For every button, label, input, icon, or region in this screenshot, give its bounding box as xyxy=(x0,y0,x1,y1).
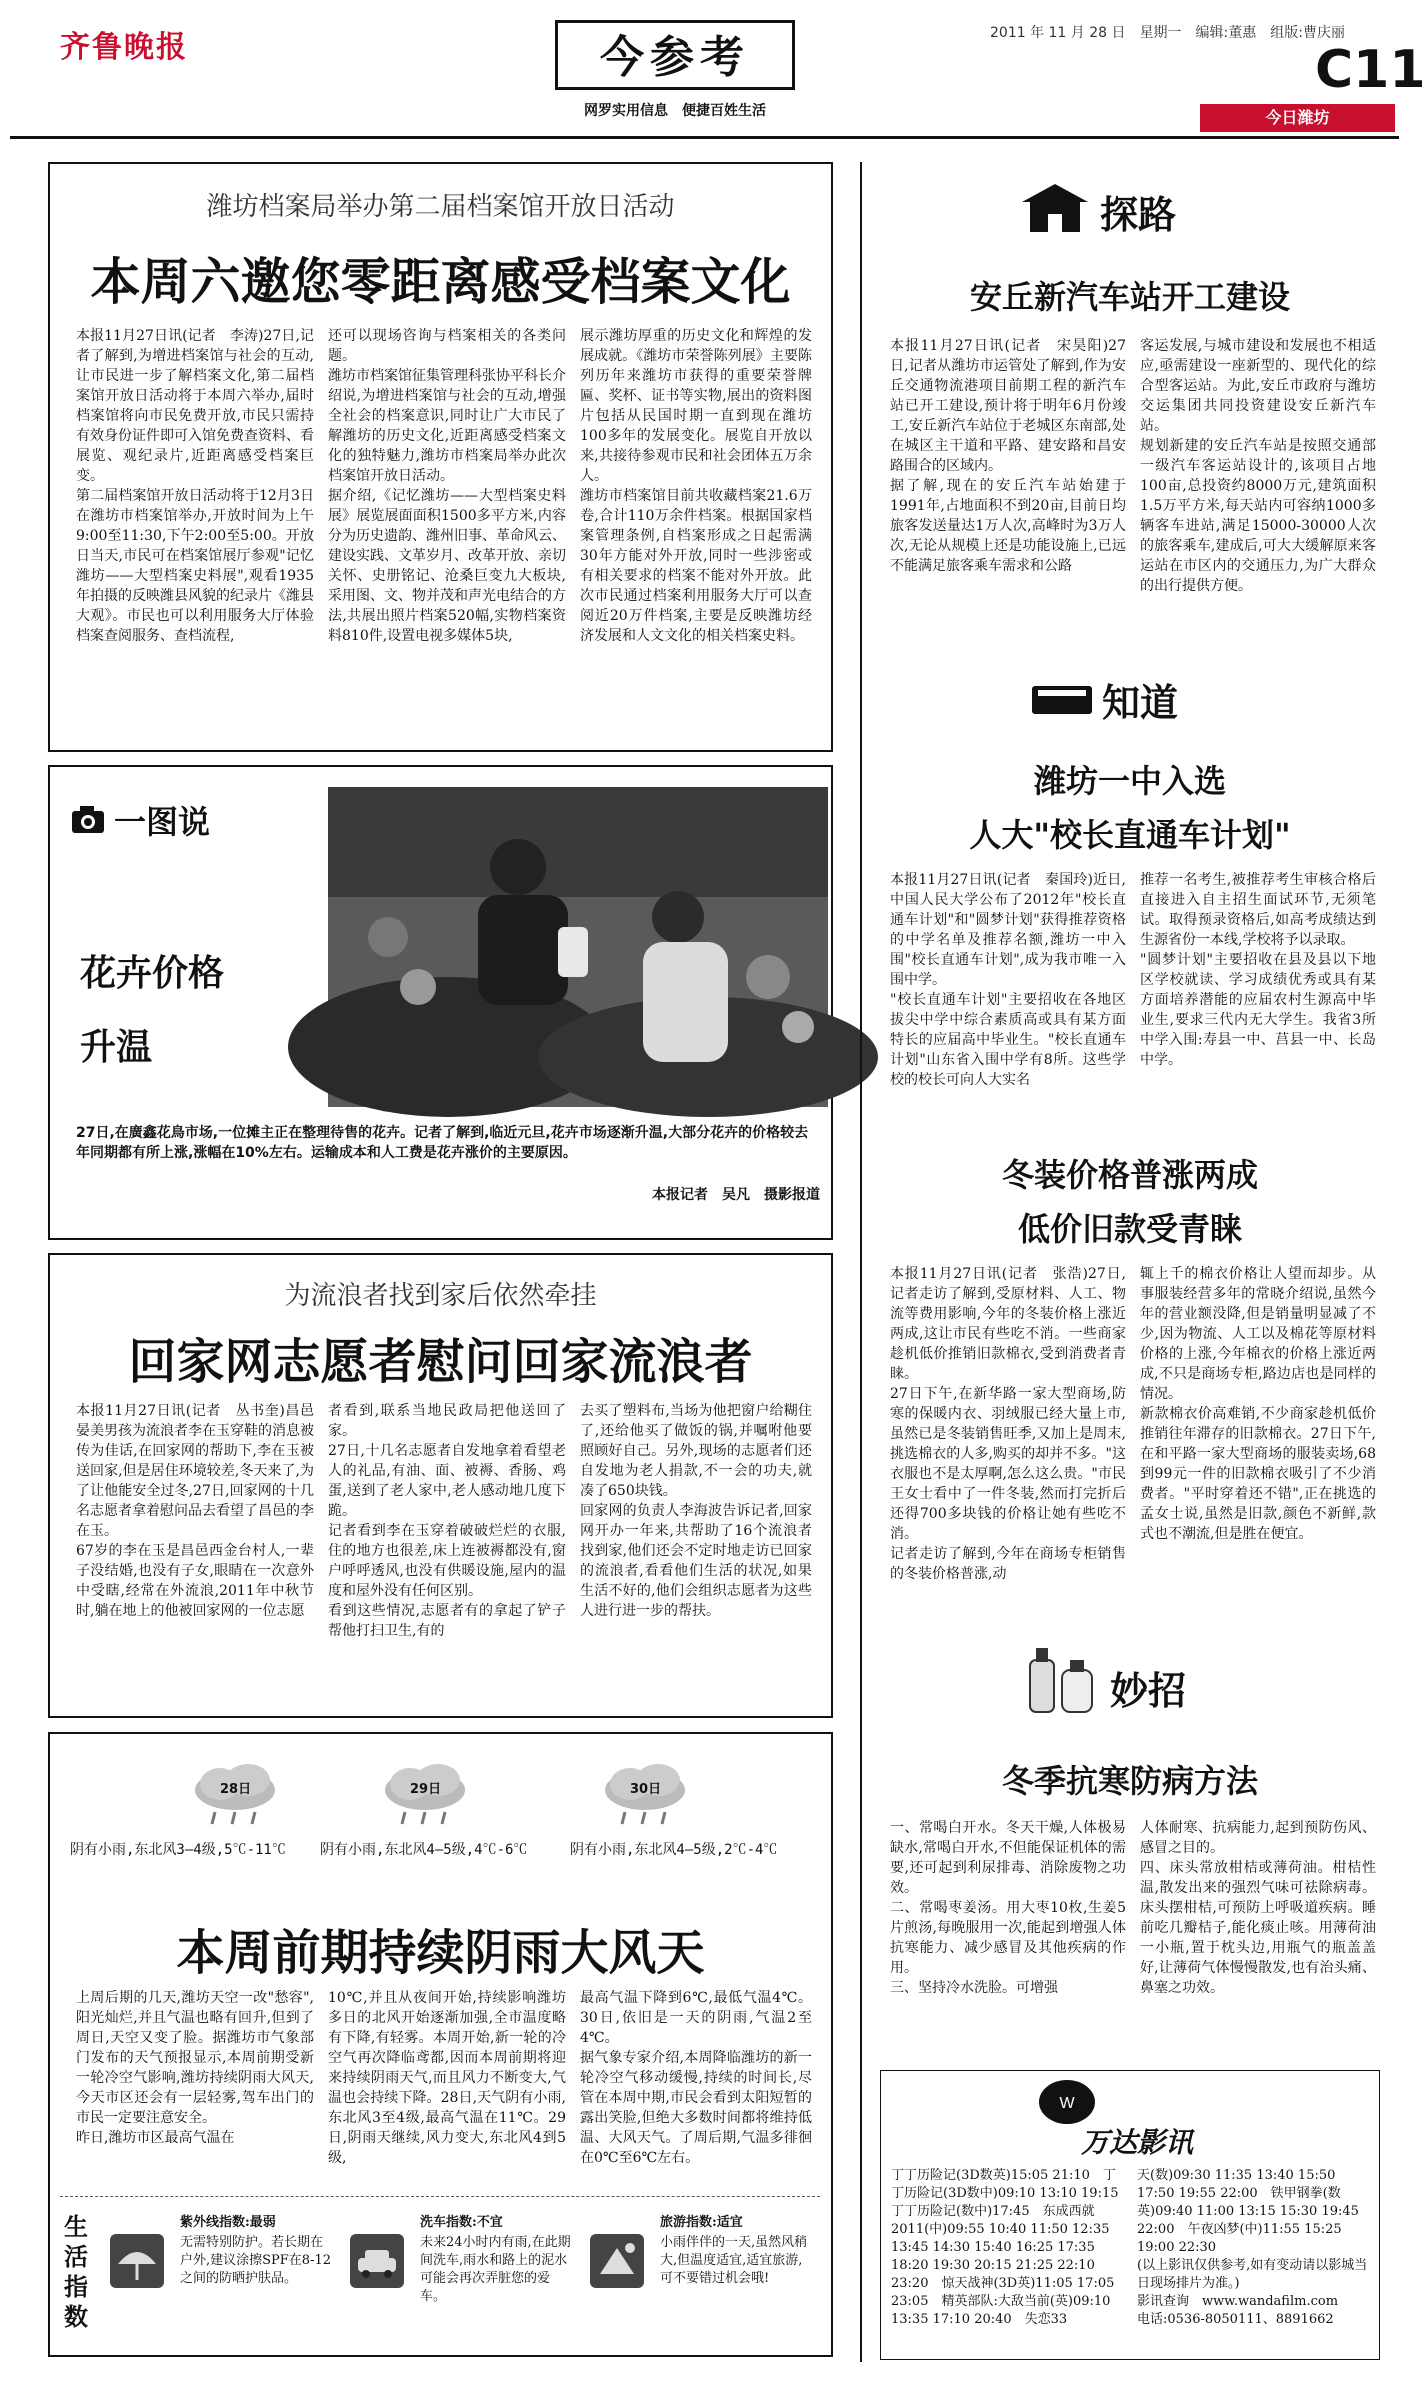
life-index-text: 未来24小时内有雨,在此期间洗车,雨水和路上的泥水可能会再次弄脏您的爱车。 xyxy=(420,2235,571,2304)
volunteer-headline: 回家网志愿者慰问回家流浪者 xyxy=(128,1334,753,1390)
life-index-carwash xyxy=(350,2214,580,2344)
winter-clothes-headline-2: 低价旧款受青睐 xyxy=(1017,1210,1242,1248)
column-divider xyxy=(860,162,862,2362)
cinema-logo-text: 万达影讯 xyxy=(1081,2126,1194,2159)
archive-headline: 本周六邀您零距离感受档案文化 xyxy=(90,252,791,311)
life-index-text: 无需特别防护。若长期在户外,建议涂擦SPF在8-12之间的防晒护肤品。 xyxy=(180,2235,332,2286)
cinema-column-2: 天(数)09:30 11:35 13:40 15:50 17:50 19:55 22:00 铁甲钢拳(数英)09:40 11:00 13:15 15:30 19:45 22:00 午夜凶梦(中)11:55 15:25 19:00 22:30 (以上影讯仅供参考,如有变动请以影城当日现场排片为准。) 影讯查询 www.wandafilm.com 电话:0536-8050111、8891662 xyxy=(1137,2168,1368,2327)
rain-cloud-icon xyxy=(600,1762,690,1832)
zhidao-headline-1: 潍坊一中入选 xyxy=(1033,762,1226,800)
life-index-text: 小雨伴伴的一天,虽然风稍大,但温度适宜,适宜旅游,可不要错过机会哦! xyxy=(660,2235,808,2286)
photo-feature xyxy=(48,765,833,1240)
life-index-label: 生活指数 xyxy=(64,2213,88,2331)
archive-article xyxy=(48,162,833,752)
volunteer-subhead: 为流浪者找到家后依然牵挂 xyxy=(284,1281,597,1311)
zhidao-label: 知道 xyxy=(1102,681,1179,725)
volunteer-column-3: 去买了塑料布,当场为他把窗户给糊住了,还给他买了做饭的锅,并嘱咐他要照顾好自己。另外,现场的志愿者们还自发地为老人捐款,不一会的功夫,就凑了650块钱。 回家网的负责人李海波告诉记者,回家网开办一年来,共帮助了16个流浪者找到家,他们还会不定时地走访已回家的流浪者,看看他们生活的状况,如果生活不好的,他们会组织志愿者为这些人进行进一步的帮扶。 xyxy=(580,1403,812,1619)
archive-column-1: 本报11月27日讯(记者 李涛)27日,记者了解到,为增进档案馆与社会的互动,让市民进一步了解档案文化,第二届档案馆开放日活动将于本周六举办,届时档案馆将向市民免费开放,市民只需持有效身份证件即可入馆免费查资料、看展览、观纪录片,近距离感受档案巨变。 第二届档案馆开放日活动将于12月3日在潍坊市档案馆举办,开放时间为上午9:00至11:30,下午2:00至5:00。开放日当天,市民可在档案馆展厅参观"记忆潍坊——大型档案史料展",观看1935年拍摄的反映潍县风貌的纪录片《潍县大观》。市民也可以利用服务大厅体验档案查阅服务、查档流程, xyxy=(76,328,314,644)
car-icon xyxy=(350,2234,404,2288)
newspaper-logo: 齐鲁晚报 xyxy=(60,30,188,65)
photo-tag xyxy=(70,797,230,841)
miaozhao-tag xyxy=(1020,1640,1240,1720)
umbrella-icon xyxy=(110,2234,164,2288)
weather-day-label: 28日 xyxy=(220,1782,252,1797)
tanlu-column-2: 客运发展,与城市建设和发展也不相适应,亟需建设一座新型的、现代化的综合型客运站。为此,安丘市政府与潍坊交运集团共同投资建设安丘新汽车站。 规划新建的安丘汽车站是按照交通部一级汽车客运站设计的,该项目占地100亩,总投资约8000万元,建筑面积1.5万平方米,每天站内可容纳1000多辆客车进站,满足15000-30000人次的旅客乘车,建成后,可大大缓解原来客运站在市区内的交通压力,为广大群众的出行提供方便。 xyxy=(1140,338,1376,594)
winter-clothes-headline-1: 冬装价格普涨两成 xyxy=(1001,1156,1258,1194)
winter-clothes-column-1: 本报11月27日讯(记者 张浩)27日,记者走访了解到,受原材料、人工、物流等费用影响,今年的冬装价格上涨近两成,这让市民有些吃不消。一些商家趁机低价推销旧款棉衣,受到消费者青睐。 27日下午,在新华路一家大型商场,防寒的保暖内衣、羽绒服已经大量上市,虽然已是冬装销售旺季,又加上是周末,挑选棉衣的人多,购买的却并不多。"这衣服也不是太厚啊,怎么这么贵。"市民王女士看中了一件冬装,然而打完折后还得700多块钱的价格让她有些吃不消。 记者走访了解到,今年在商场专柜销售的冬装价格普涨,动 xyxy=(890,1266,1126,1582)
weather-article xyxy=(48,1732,833,2357)
weather-column-3: 最高气温下降到6℃,最低气温4℃。30日,依旧是一天的阴雨,气温2至4℃。 据气象专家介绍,本周降临潍坊的新一轮冷空气移动缓慢,持续的时间长,尽管在本周中期,市民会看到太阳短暂的露出笑脸,但绝大多数时间都将维持低温、大风天气。了周后期,气温多徘徊在0℃至6℃左右。 xyxy=(580,1990,812,2166)
section-slogan: 网罗实用信息 便捷百姓生活 xyxy=(584,103,766,119)
photo-credit: 本报记者 吴凡 摄影报道 xyxy=(652,1187,820,1203)
zhidao-column-2: 推荐一名考生,被推荐考生审核合格后直接进入自主招生面试环节,无须笔试。取得预录资格后,如高考成绩达到生源省份一本线,学校将予以录取。 "圆梦计划"主要招收在县及县以下地区学校就读、学习成绩优秀或具有某方面培养潜能的应届农村生源高中毕业生,要求三代内无大学生。我省3所中学入围:寿县一中、莒县一中、长岛中学。 xyxy=(1140,872,1376,1068)
masthead-rule xyxy=(10,136,1399,139)
life-index-title: 洗车指数:不宜 xyxy=(420,2215,503,2230)
miaozhao-headline: 冬季抗寒防病方法 xyxy=(1001,1762,1258,1800)
rain-cloud-icon xyxy=(380,1762,470,1832)
travel-icon xyxy=(590,2234,644,2288)
life-index-divider xyxy=(60,2196,820,2197)
photo-title-line2: 升温 xyxy=(80,1027,153,1068)
life-index-title: 紫外线指数:最弱 xyxy=(180,2215,276,2230)
tanlu-label: 探路 xyxy=(1100,193,1177,237)
tanlu-headline: 安丘新汽车站开工建设 xyxy=(969,278,1290,316)
weather-day-2 xyxy=(350,1762,550,1882)
camera-icon xyxy=(70,801,106,837)
life-index-travel xyxy=(590,2214,820,2344)
weather-day-1-desc: 阴有小雨,东北风3—4级,5℃-11℃ xyxy=(70,1842,286,1858)
volunteer-article xyxy=(48,1253,833,1718)
zhidao-tag xyxy=(1030,672,1230,728)
weather-column-1: 上周后期的几天,潍坊天空一改"愁容",阳光灿烂,并且气温也略有回升,但到了周日,天空又变了脸。据潍坊市气象部门发布的天气预报显示,本周前期受新一轮冷空气影响,潍坊持续阴雨大风天,今天市区还会有一层轻雾,驾车出门的市民一定要注意安全。 昨日,潍坊市区最高气温在 xyxy=(76,1990,314,2146)
dateline: 2011 年 11 月 28 日 星期一 编辑:董惠 组版:曹庆丽 xyxy=(990,25,1345,41)
cinema-logo-icon xyxy=(1037,2077,1097,2127)
bottles-icon xyxy=(1020,1640,1100,1716)
volunteer-column-1: 本报11月27日讯(记者 丛书奎)昌邑晏美男孩为流浪者李在玉穿鞋的消息被传为佳话,在回家网的帮助下,李在玉被送回家,但是居住环境较差,冬天来了,为了让他能安全过冬,27日,回家网的十几名志愿者拿着慰问品去看望了昌邑的李在玉。 67岁的李在玉是昌邑西金台村人,一辈子没结婚,也没有子女,眼睛在一次意外中受瞎,经常在外流浪,2011年中秋节时,躺在地上的他被回家网的一位志愿 xyxy=(76,1403,314,1619)
flower-market-photo xyxy=(328,787,828,1107)
photo-caption: 27日,在廣鑫花鳥市场,一位摊主正在整理待售的花卉。记者了解到,临近元旦,花卉市场逐渐升温,大部分花卉的价格较去年同期都有所上涨,涨幅在10%左右。运输成本和人工费是花卉涨价的主要原因。 xyxy=(76,1125,809,1161)
edition-bar: 今日潍坊 xyxy=(1200,104,1395,132)
svg-text:W: W xyxy=(1059,2095,1075,2112)
cinema-listing xyxy=(880,2070,1380,2360)
photo-tag-label: 一图说 xyxy=(114,803,211,841)
weather-day-2-desc: 阴有小雨,东北风4—5级,4℃-6℃ xyxy=(320,1842,528,1858)
weather-day-1 xyxy=(150,1762,350,1882)
weather-headline: 本周前期持续阴雨大风天 xyxy=(176,1925,705,1981)
zhidao-headline-2: 人大"校长直通车计划" xyxy=(969,816,1291,854)
archive-column-2: 还可以现场咨询与档案相关的各类问题。 潍坊市档案馆征集管理科张协平科长介绍说,为增进档案馆与社会的互动,增强全社会的档案意识,同时让广大市民了解潍坊的历史文化,近距离感受档案文化的独特魅力,潍坊市档案局举办此次档案馆开放日活动。 据介绍,《记忆潍坊——大型档案史料展》展览展面面积1500多平方米,内容分为历史遗韵、潍州旧事、革命风云、建设实践、文革岁月、改革开放、亲切关怀、史册铭记、沧桑巨变九大板块,采用图、文、物并茂和声光电结合的方法,共展出照片档案520幅,实物档案资料810件,设置电视多媒体5块, xyxy=(328,328,566,644)
miaozhao-column-2: 人体耐寒、抗病能力,起到预防伤风、感冒之目的。 四、床头常放柑桔或薄荷油。柑桔性温,散发出来的强烈气味可祛除病毒。床头摆柑桔,可预防上呼吸道疾病。睡前吃几瓣桔子,能化痰止咳。用薄荷油一小瓶,置于枕头边,用瓶气的瓶盖盖好,让薄荷气体慢慢散发,也有治头痛、鼻塞之功效。 xyxy=(1140,1820,1376,1996)
life-index-title: 旅游指数:适宜 xyxy=(660,2215,743,2230)
gate-tower-icon xyxy=(1020,180,1090,236)
life-index-uv xyxy=(110,2214,340,2344)
tanlu-tag xyxy=(1020,180,1220,240)
winter-clothes-column-2: 辄上千的棉衣价格让人望而却步。从事服装经营多年的常晓介绍说,虽然今年的营业额没降,但是销量明显减了不少,因为物流、人工以及棉花等原材料价格的上涨,今年棉衣的价格上涨近两成,不只是商场专柜,路边店也是同样的情况。 新款棉衣价高难销,不少商家趁机低价推销往年滞存的旧款棉衣。27日下午,在和平路一家大型商场的服装卖场,68到99元一件的旧款棉衣吸引了不少消费者。"平时穿着还不错",正在挑选的孟女士说,虽然是旧款,颜色不新鲜,款式也不潮流,但是胜在便宜。 xyxy=(1140,1266,1376,1542)
weather-column-2: 10℃,并且从夜间开始,持续影响潍坊多日的北风开始逐渐加强,全市温度略有下降,有轻雾。本周开始,新一轮的冷空气再次降临鸢都,因而本周前期将迎来持续阴雨天气,而且风力不断变大,气温也会持续下降。28日,天气阴有小雨,东北风3至4级,最高气温在11℃。29日,阴雨天继续,风力变大,东北风4到5级, xyxy=(328,1990,566,2166)
section-title-box xyxy=(555,20,795,90)
miaozhao-label: 妙招 xyxy=(1110,1669,1187,1713)
archive-column-3: 展示潍坊厚重的历史文化和辉煌的发展成就。《潍坊市荣誉陈列展》主要陈列历年来潍坊市获得的重要荣誉牌匾、奖杯、证书等实物,展出的资料图片包括从民国时期一直到现在潍坊100多年的发展变化。展览自开放以来,共接待参观市民和社会团体五万余人。 潍坊市档案馆目前共收藏档案21.6万卷,合计110万余件档案。根据国家档案管理条例,自档案形成之日起需满30年方能对外开放,同时一些涉密或有相关要求的档案不能对外开放。此次市民通过档案利用服务大厅可以查阅近20万件档案,主要是反映潍坊经济发展和人文文化的相关档案史料。 xyxy=(580,328,812,644)
archive-subhead: 潍坊档案局举办第二届档案馆开放日活动 xyxy=(206,192,675,222)
book-icon xyxy=(1030,680,1094,720)
cinema-column-1: 丁丁历险记(3D数英)15:05 21:10 丁丁历险记(3D数中)09:10 13:10 19:15 丁丁历险记(数中)17:45 东成西就2011(中)09:55 10:40 11:50 12:35 13:45 14:30 15:40 16:25 17:35 18:20 19:30 20:15 21:25 22:10 23:20 惊天战神(3D英)11:05 17:05 23:05 精英部队:大敌当前(英)09:10 13:35 17:10 20:40 失恋33 xyxy=(891,2168,1132,2327)
volunteer-column-2: 者看到,联系当地民政局把他送回了家。 27日,十几名志愿者自发地拿着看望老人的礼品,有油、面、被褥、香肠、鸡蛋,送到了老人家中,老人感动地几度下跪。 记者看到李在玉穿着破破烂烂的衣服,住的地方也很差,床上连被褥都没有,窗户呼呼透风,也没有供暖设施,屋内的温度和屋外没有任何区别。 看到这些情况,志愿者有的拿起了铲子帮他打扫卫生,有的 xyxy=(328,1403,566,1639)
weather-day-label: 29日 xyxy=(410,1782,442,1797)
weather-day-3 xyxy=(580,1762,780,1882)
zhidao-column-1: 本报11月27日讯(记者 秦国玲)近日,中国人民大学公布了2012年"校长直通车计划"和"圆梦计划"获得推荐资格的中学名单及推荐名额,潍坊一中入围"校长直通车计划",成为我市唯一入围中学。 "校长直通车计划"主要招收在各地区拔尖中学中综合素质高或具有某方面特长的应届高中毕业生。"校长直通车计划"山东省入围中学有8所。这些学校的校长可向人大实名 xyxy=(890,872,1126,1088)
photo-title-line1: 花卉价格 xyxy=(80,953,225,994)
tanlu-column-1: 本报11月27日讯(记者 宋昊阳)27日,记者从潍坊市运管处了解到,作为安丘交通物流港项目前期工程的新汽车站已开工建设,预计将于明年6月份竣工,安丘新汽车站位于老城区东南部,处在城区主干道和平路、建安路和昌安路围合的区域内。 据了解,现在的安丘汽车站始建于1991年,占地面积不到20亩,目前日均旅客发送量达1万人次,高峰时为3万人次,无论从规模上还是功能设施上,已远不能满足旅客乘车需求和公路 xyxy=(890,338,1126,574)
photo-illustration xyxy=(328,787,828,1107)
page-number: C11 xyxy=(1315,40,1426,100)
weather-day-label: 30日 xyxy=(630,1782,662,1797)
miaozhao-column-1: 一、常喝白开水。冬天干燥,人体极易缺水,常喝白开水,不但能保证机体的需要,还可起到利尿排毒、消除废物之功效。 二、常喝枣姜汤。用大枣10枚,生姜5片煎汤,每晚服用一次,能起到增强人体抗寒能力、减少感冒及其他疾病的作用。 三、坚持冷水洗脸。可增强 xyxy=(890,1820,1126,1996)
section-title: 今参考 xyxy=(600,32,750,83)
weather-day-3-desc: 阴有小雨,东北风4—5级,2℃-4℃ xyxy=(570,1842,778,1858)
rain-cloud-icon xyxy=(190,1762,280,1832)
